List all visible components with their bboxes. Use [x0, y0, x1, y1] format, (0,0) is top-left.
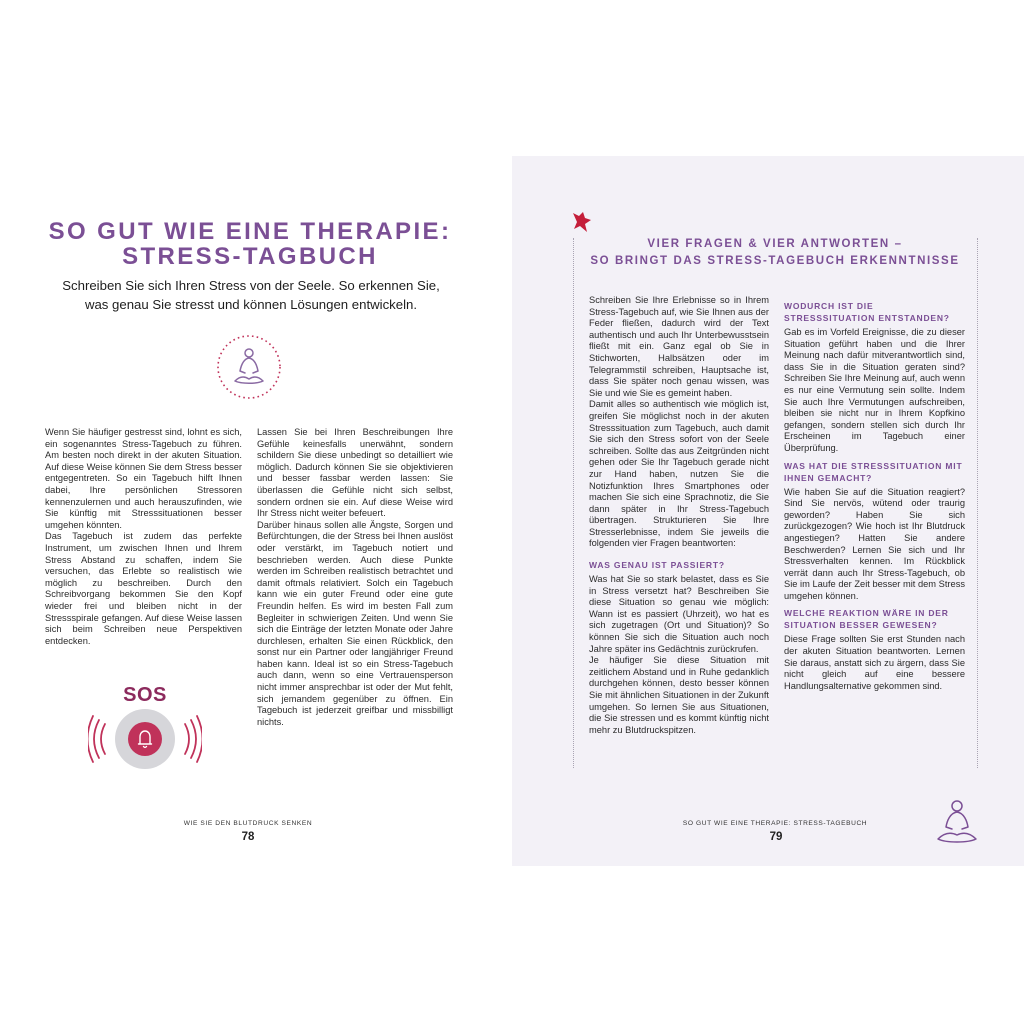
question-heading: [784, 300, 965, 324]
box-border-right: [977, 238, 978, 768]
right-column-1: [589, 295, 769, 736]
paragraph: Wenn Sie häufiger gestresst sind, lohnt es sich, ein sogenanntes Stress-Tagebuch zu führen. Am besten noch direkt in der akuten Situation. Auf diese Weise können Sie dem Stress besser entgegentreten. So ein Tagebuch hilft Ihnen dabei, Ihre persönlichen Stressoren kennenzulernen und auch herauszufinden, wie Sie künftig mit Stresssituationen besser umgehen könnten.: [45, 427, 242, 530]
lead-line1: Schreiben Sie sich Ihren Stress von der Seele. So erkennen Sie,: [62, 278, 440, 293]
paragraph: Schreiben Sie Ihre Erlebnisse so in Ihrem Stress-Tagebuch auf, wie Sie Ihnen aus der Feder fließen, dadurch wird der Text authentisch und auch Ihr Unterbewusstsein fließt mit ein. Ganz egal ob Sie in Stichworten, Halbsätzen oder im Telegrammstil schreiben, Hauptsache ist, dass Sie später noch genau wissen, was Sie und wie Sie es gemeint haben.: [589, 295, 769, 398]
paragraph: Damit alles so authentisch wie möglich ist, greifen Sie möglichst noch in der akuten Stresssituation zum Tagebuch, auch damit Sie sich den Stress sofort von der Seele schreiben. Sollte das aus Zeitgründen nicht gehen oder Sie Ihr Tagebuch gerade nicht zur Hand haben, nutzen Sie die Notizfunktion Ihres Smartphones oder machen Sie sich eine Sprachnotiz, die Sie dann später in Ihr Stress-Tagebuch übertragen. Strukturieren Sie Ihre Stresserlebnisse, indem Sie jeweils die folgenden vier Fragen beantworten:: [589, 399, 769, 549]
page-title-line2: STRESS-TAGBUCH: [122, 243, 378, 270]
box-title: [590, 236, 960, 270]
box-title-line2: SO BRINGT DAS STRESS-TAGEBUCH ERKENNTNISSE: [590, 255, 960, 267]
bookmark-arrow-icon: [567, 208, 595, 236]
paragraph: Gab es im Vorfeld Ereignisse, die zu dieser Situation geführt haben und die Ihrer Meinung nach dafür mitverantwortlich sind, dass Sie in die Situation geraten sind? Schreiben Sie Ihre Meinung auf, auch wenn es nur eine Vermutung sein sollte. Indem Sie auch Ihre Vermutungen aufschreiben, bleiben sie nicht nur in Ihrem Kopfkino gefangen, sondern stellen sich durch Ihr Erscheinen im Tagebuch einer Überprüfung.: [784, 327, 965, 453]
left-column-1: [45, 427, 242, 647]
page-number: 78: [241, 831, 255, 843]
question-heading-line1: WODURCH IST DIE: [784, 301, 874, 311]
question-heading-line2: STRESSSITUATION ENTSTANDEN?: [784, 313, 950, 323]
question-heading: WAS HAT DIE STRESSSITUATION MIT IHNEN GEMACHT?: [784, 460, 963, 483]
lead-line2: was genau Sie stresst und können Lösungen entwickeln.: [84, 297, 418, 312]
right-column-2: [784, 295, 965, 692]
box-title-line1: VIER FRAGEN & VIER ANTWORTEN –: [647, 238, 903, 250]
paragraph: Je häufiger Sie diese Situation mit zeitlichem Abstand und in Ruhe gedanklich durchgehen können, desto besser können Sie mit ähnlichen Situationen in der Zukunft umgehen. So lernen Sie aus Situationen, die Sie stressen und es kommt künftig nicht mehr zu Blutdruckspitzen.: [589, 655, 769, 735]
meditation-outline-icon: [930, 797, 984, 847]
question-heading: WELCHE REAKTION WÄRE IN DER SITUATION BESSER GEWESEN?: [784, 608, 949, 631]
lead-text: [40, 276, 462, 314]
paragraph: Diese Frage sollten Sie erst Stunden nach der akuten Situation beantworten. Lernen Sie daraus, anstatt sich zu ärgern, dass Sie nicht gleich auf eine bessere Handlungsalternative gekommen sind.: [784, 634, 965, 691]
page-title-line1: SO GUT WIE EINE THERAPIE:: [48, 218, 452, 245]
paragraph: Wie haben Sie auf die Situation reagiert? Sind Sie nervös, wütend oder traurig geworden? Haben Sie sich zurückgezogen? Wie hoch ist Ihr Blutdruck angestiegen? Hatten Sie andere Beschwerden? Lernen Sie sich und Ihr Stressverhalten kennen. Im Rückblick verrät dann auch Ihr Stress-Tagebuch, ob Sie im Laufe der Zeit besser mit dem Stress umgehen können.: [784, 486, 965, 601]
sos-label: SOS: [123, 684, 167, 706]
left-column-2: [257, 427, 453, 728]
question-heading: WAS GENAU IST PASSIERT?: [589, 560, 725, 571]
sos-alarm-icon: [88, 706, 202, 772]
meditation-icon: [215, 333, 283, 401]
footer-running-title: WIE SIE DEN BLUTDRUCK SENKEN: [183, 820, 313, 827]
paragraph: Das Tagebuch ist zudem das perfekte Instrument, um zwischen Ihnen und Ihrem Stress Abstand zu schaffen, indem Sie versuchen, das Erlebte so realistisch wie möglich zu beschreiben. Durch den Schreibvorgang bekommen Sie den Kopf wieder frei und bleiben nicht in der Stressspirale gefangen. Auf diese Weise lassen sich beim Schreiben neue Perspektiven entdecken.: [45, 531, 242, 646]
paragraph: Was hat Sie so stark belastet, dass es Sie in Stress versetzt hat? Beschreiben Sie diese Situation so genau wie möglich: Wann ist es passiert (Uhrzeit), wo hat es sich zugetragen (Ort und Situation)? So können Sie sich die Situation auch noch Jahre später ins Gedächtnis zurückrufen.: [589, 574, 769, 654]
paragraph: Darüber hinaus sollen alle Ängste, Sorgen und Befürchtungen, die der Stress bei Ihnen auslöst oder verstärkt, im Tagebuch notiert und beschrieben werden. Auch diese Punkte werden im Schreiben realistisch betrachtet und damit oftmals relativiert. Solch ein Tagebuch kann wie ein guter Freund oder eine gute Freundin helfen. Es wird im besten Fall zum Begleiter in schwierigen Zeiten. Und wenn Sie sich die Einträge der letzten Monate oder Jahre durchlesen, erhalten Sie einen Rückblick, den sonst nur ein Partner oder langjähriger Freund haben kann. Ideal ist so ein Stress-Tagebuch auch dann, wenn so eine Vertrauensperson nicht immer ansprechbar ist oder der Mut fehlt, sich jemandem gegenüber zu öffnen. Ein Tagebuch ist jederzeit greifbar und missbilligt nichts.: [257, 519, 453, 727]
paragraph: Lassen Sie bei Ihren Beschreibungen Ihre Gefühle keinesfalls unerwähnt, sondern schildern Sie diese unbedingt so detailliert wie möglich. Dadurch können Sie sie objektivieren und besser fassbar werden lassen: Sie überlassen die Gefühle nicht sich selbst, sondern ordnen sie ein. Auf diese Weise wird Ihr Stress nicht weiter befeuert.: [257, 427, 453, 519]
page-number: 79: [769, 831, 783, 843]
footer-running-title: SO GUT WIE EINE THERAPIE: STRESS-TAGEBUCH: [682, 820, 868, 827]
box-border-left: [573, 238, 574, 768]
